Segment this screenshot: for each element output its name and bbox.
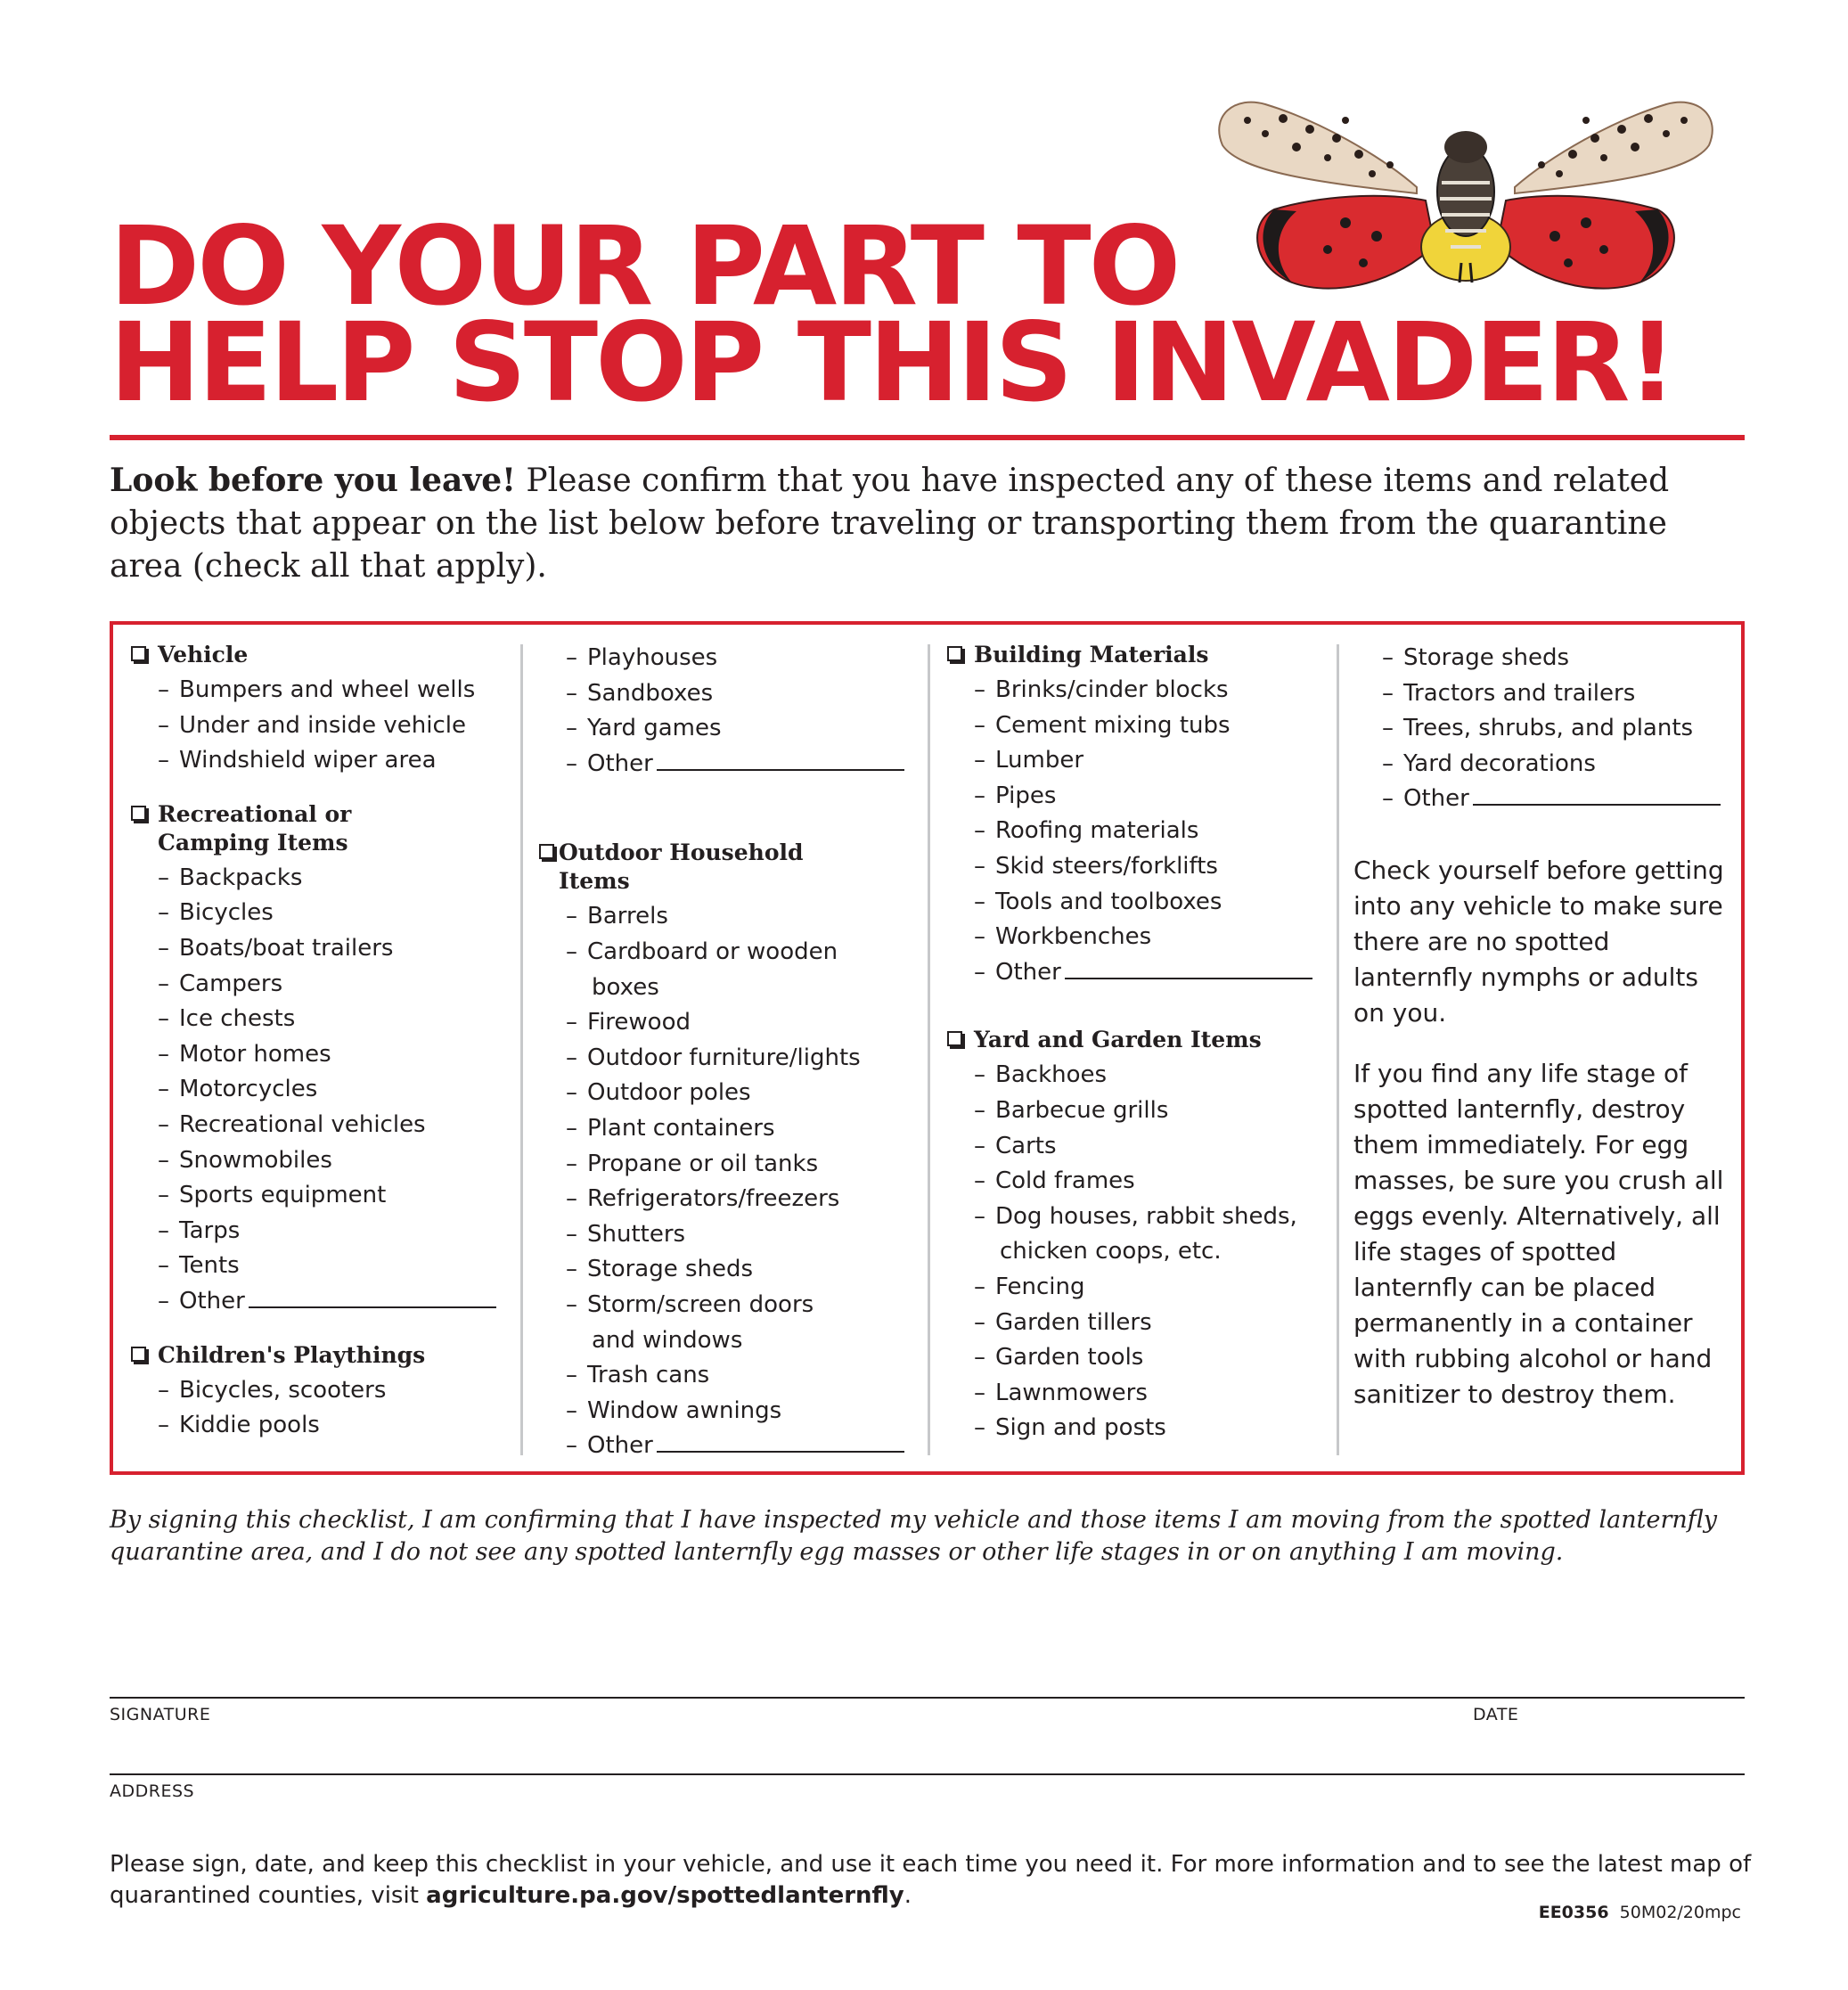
intro-body: Please confirm that you have inspected any of these items and related objects that appear on the list below before traveling or transporting them from the quarantine area (check all that apply).: [110, 463, 1670, 585]
self-check-note: Check yourself before getting into any vehicle to make sure there are no spotted lanternfly nymphs or adults on you.: [1353, 855, 1724, 1028]
list-item: – Carts: [974, 1132, 1057, 1159]
list-item: – Ice chests: [158, 1005, 296, 1033]
vehicle-checkbox[interactable]: [131, 646, 146, 661]
list-item: – Lawnmowers: [974, 1379, 1148, 1406]
list-item: – Boats/boat trailers: [158, 934, 394, 962]
building-checkbox[interactable]: [947, 646, 962, 661]
column-divider: [1337, 644, 1339, 1455]
building-list: [945, 673, 1329, 990]
list-item: – Roofing materials: [974, 817, 1199, 845]
list-item: – Windshield wiper area: [158, 747, 437, 774]
list-item: – Bicycles, scooters: [158, 1376, 387, 1404]
other-write-in-line[interactable]: [1065, 958, 1312, 979]
vehicle-list: [129, 673, 512, 779]
section-building-title: Building Materials: [945, 641, 1329, 669]
list-item: – Storm/screen doors: [566, 1290, 814, 1318]
list-item: – Backpacks: [158, 864, 303, 891]
list-item: – Recreational vehicles: [158, 1110, 426, 1138]
list-item: – Kiddie pools: [158, 1412, 320, 1439]
list-item-continued: and windows: [592, 1326, 743, 1354]
yard-list-part-2: [1353, 641, 1728, 817]
other-write-in-line[interactable]: [657, 749, 904, 771]
publication-code: EE0356 50M02/20mpc: [1538, 1903, 1741, 1922]
list-item: – Other: [566, 1429, 920, 1464]
signature-line[interactable]: [110, 1697, 1745, 1699]
section-vehicle-title: Vehicle: [129, 641, 512, 669]
confirmation-statement: By signing this checklist, I am confirming that I have inspected my vehicle and those items I am moving from the spotted lanternfly quarantine area, and I do not see any spotted lanternfly egg masses or other life stages in or on anything I am moving.: [110, 1506, 1718, 1566]
checklist-column-2: [537, 641, 920, 1462]
list-item: – Snowmobiles: [158, 1146, 332, 1174]
other-write-in-line[interactable]: [657, 1431, 904, 1453]
signature-label: SIGNATURE: [110, 1705, 211, 1724]
footer-instructions: Please sign, date, and keep this checklist in your vehicle, and use it each time you need it. For more information and to see the latest map of quarantined counties, visit agriculture.pa.gov/spottedlanternfly.: [110, 1851, 1752, 1909]
list-item: – Workbenches: [974, 923, 1152, 951]
list-item: – Refrigerators/freezers: [566, 1185, 840, 1213]
list-item: – Brinks/cinder blocks: [974, 676, 1229, 703]
list-item: – Barrels: [566, 903, 668, 930]
list-item: – Cold frames: [974, 1167, 1135, 1195]
column-divider: [520, 644, 523, 1455]
outdoor-checkbox[interactable]: [539, 844, 554, 859]
section-recreational-title: Recreational or Camping Items: [129, 800, 512, 857]
children-list-part-2: [537, 641, 920, 782]
list-item: – Other: [1382, 782, 1728, 817]
section-outdoor-title: Outdoor Household Items: [537, 839, 920, 896]
list-item: – Playhouses: [566, 644, 718, 671]
list-item: – Firewood: [566, 1009, 691, 1036]
list-item: – Outdoor furniture/lights: [566, 1044, 861, 1071]
list-item: – Other: [566, 747, 920, 782]
spotted-lanternfly-illustration: [1212, 49, 1720, 316]
website-link[interactable]: agriculture.pa.gov/spottedlanternfly: [426, 1882, 904, 1909]
other-write-in-line[interactable]: [249, 1287, 496, 1308]
checklist-column-3: [945, 641, 1329, 1462]
list-item: – Trees, shrubs, and plants: [1382, 715, 1694, 742]
address-line[interactable]: [110, 1773, 1745, 1775]
list-item: – Tractors and trailers: [1382, 679, 1636, 707]
header-divider: [110, 435, 1745, 440]
date-label: DATE: [1473, 1705, 1519, 1724]
list-item: – Backhoes: [974, 1061, 1108, 1089]
intro-text: [110, 459, 1745, 588]
children-checkbox[interactable]: [131, 1347, 146, 1362]
column-divider: [928, 644, 930, 1455]
recreational-list: [129, 861, 512, 1320]
recreational-checkbox[interactable]: [131, 806, 146, 821]
list-item: – Propane or oil tanks: [566, 1150, 819, 1177]
list-item-continued: chicken coops, etc.: [1000, 1238, 1222, 1265]
list-item: – Cement mixing tubs: [974, 711, 1231, 739]
checklist-column-1: [129, 641, 512, 1462]
list-item: – Motorcycles: [158, 1076, 318, 1103]
list-item: – Outdoor poles: [566, 1079, 751, 1107]
list-item: – Campers: [158, 970, 283, 997]
list-item: – Barbecue grills: [974, 1096, 1169, 1124]
other-write-in-line[interactable]: [1473, 784, 1721, 806]
list-item: – Pipes: [974, 782, 1057, 809]
headline-line-2: HELP STOP THIS INVADER!: [110, 299, 1675, 426]
list-item: – Garden tools: [974, 1344, 1144, 1372]
intro-lead: Look before you leave!: [110, 462, 516, 499]
children-list-part-1: [129, 1373, 512, 1444]
section-yard-title: Yard and Garden Items: [945, 1026, 1329, 1054]
destroy-instructions: If you find any life stage of spotted lanternfly, destroy them immediately. For egg masses, be sure you crush all eggs evenly. Alternatively, all life stages of spotted lanternfly can be placed permanently in a container with rubbing alcohol or hand sanitizer to destroy them.: [1353, 1058, 1724, 1409]
checklist-column-4: [1353, 641, 1728, 1462]
list-item: – Storage sheds: [1382, 644, 1570, 671]
list-item: – Tools and toolboxes: [974, 888, 1222, 915]
list-item: – Other: [974, 955, 1329, 991]
list-item: – Lumber: [974, 747, 1084, 774]
list-item: – Bicycles: [158, 899, 274, 927]
list-item-continued: boxes: [592, 973, 659, 1001]
list-item: – Bumpers and wheel wells: [158, 676, 476, 703]
list-item: – Motor homes: [158, 1040, 331, 1068]
list-item: – Yard decorations: [1382, 749, 1596, 777]
yard-checkbox[interactable]: [947, 1031, 962, 1046]
list-item: – Under and inside vehicle: [158, 711, 466, 739]
headline-line-1: DO YOUR PART TO: [110, 203, 1179, 330]
list-item: – Garden tillers: [974, 1308, 1152, 1336]
list-item: – Other: [158, 1284, 512, 1320]
list-item: – Fencing: [974, 1273, 1085, 1300]
list-item: – Sign and posts: [974, 1414, 1166, 1442]
list-item: – Trash cans: [566, 1362, 710, 1389]
list-item: – Sandboxes: [566, 679, 714, 707]
list-item: – Shutters: [566, 1220, 686, 1248]
address-label: ADDRESS: [110, 1781, 195, 1801]
list-item: – Dog houses, rabbit sheds,: [974, 1202, 1297, 1230]
list-item: – Sports equipment: [158, 1182, 387, 1209]
section-children-title: Children's Playthings: [129, 1341, 512, 1370]
yard-list-part-1: [945, 1058, 1329, 1446]
inspection-checklist: [110, 621, 1745, 1475]
list-item: – Skid steers/forklifts: [974, 852, 1218, 880]
list-item: – Window awnings: [566, 1396, 782, 1424]
list-item: – Plant containers: [566, 1114, 775, 1142]
list-item: – Cardboard or wooden: [566, 938, 838, 965]
list-item: – Storage sheds: [566, 1256, 754, 1283]
list-item: – Tarps: [158, 1216, 241, 1244]
list-item: – Yard games: [566, 715, 722, 742]
list-item: – Tents: [158, 1252, 240, 1280]
outdoor-list: [537, 899, 920, 1464]
